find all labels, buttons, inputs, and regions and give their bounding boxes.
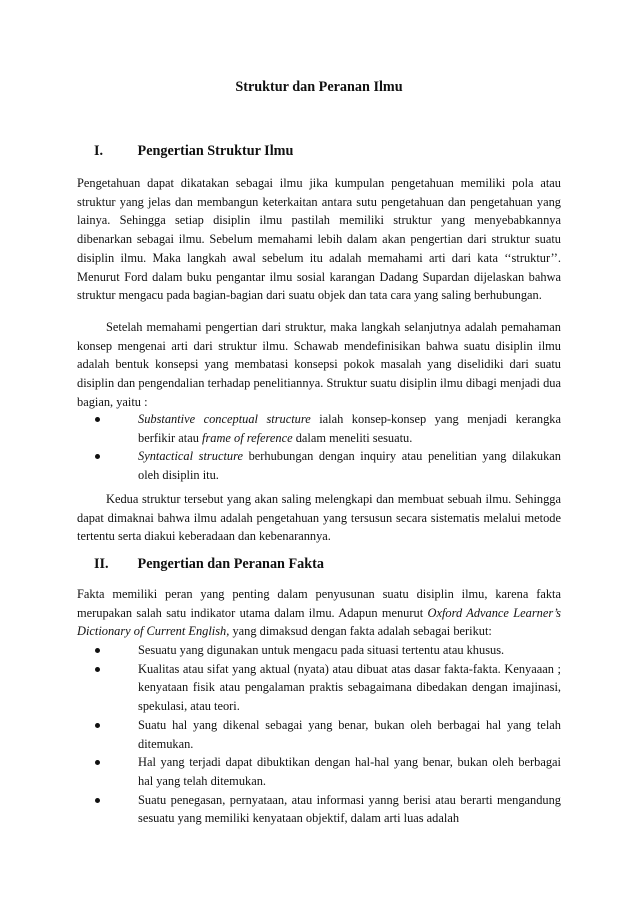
- list-item: [95, 410, 561, 447]
- section-2-heading: [94, 553, 324, 575]
- bullet-text: Suatu penegasan, pernyataan, atau informasi yanng berisi atau berarti mengandung sesuatu yang memiliki kenyataan objektif, dalam arti luas adalah: [138, 792, 561, 826]
- bullet-text: dalam meneliti sesuatu.: [292, 430, 413, 445]
- dictionary-title: Oxford Advance Learner’s Dictionary of Current English,: [77, 605, 561, 639]
- list-item: [95, 753, 561, 790]
- section-2-title: Pengertian dan Peranan Fakta: [137, 556, 324, 572]
- bullet-icon: [95, 723, 100, 728]
- bullet-text: Sesuatu yang digunakan untuk mengacu pada situasi tertentu atau khusus.: [138, 643, 505, 657]
- term-substantive: Substantive conceptual structure: [138, 412, 311, 426]
- section-2-paragraph-1: [77, 585, 561, 641]
- bullet-text: ialah konsep-konsep yang menjadi kerangka berfikir atau: [138, 412, 561, 445]
- bullet-text: berhubungan dengan inquiry atau penelitian yang dilakukan oleh disiplin itu.: [138, 449, 561, 483]
- section-2-number: II.: [94, 556, 109, 572]
- bullet-icon: [95, 798, 100, 803]
- bullet-text: Suatu hal yang dikenal sebagai yang benar, bukan oleh berbagai hal yang telah ditemukan.: [138, 717, 561, 751]
- bullet-icon: [95, 417, 100, 422]
- bullet-icon: [95, 648, 100, 653]
- bullet-icon: [95, 760, 100, 765]
- document-title: Struktur dan Peranan Ilmu: [235, 79, 403, 95]
- section-1-paragraph-1: Pengetahuan dapat dikatakan sebagai ilmu jika kumpulan pengetahuan memiliki pola atau struktur yang jelas dan membangun keterkaitan antara sutu pengetahuan dan pengetahuan yang lainya. Sehingga setiap disiplin ilmu pastilah memiliki struktur yang menyebabkannya dibenarkan sebagai ilmu. Sebelum memahami lebih dalam akan pengertian dari struktur suatu disiplin ilmu. Maka langkah awal sebelum itu adalah memahami arti dari kata ‘‘struktur’’. Menurut Ford dalam buku pengantar ilmu sosial karangan Dadang Supardan dijelaskan bahwa struktur mengacu pada bagian-bagian dari suatu objek dan tata cara yang saling berhubungan.: [77, 176, 561, 303]
- fact-bullet-list: [95, 641, 561, 828]
- term-frame-of-reference: frame of reference: [202, 430, 293, 445]
- paragraph-text: yang dimaksud dengan fakta adalah sebagai berikut:: [229, 624, 492, 639]
- section-1-title: Pengertian Struktur Ilmu: [137, 143, 294, 159]
- bullet-text: Kualitas atau sifat yang aktual (nyata) atau dibuat atas dasar fakta-fakta. Kenyaaan ; kenyataan fisik atau pengalaman praktis sebagaimana dibedakan dengan imajinasi, spekulasi, atau teori.: [138, 661, 561, 714]
- list-item: [95, 641, 561, 660]
- list-item: [95, 716, 561, 753]
- term-syntactical: Syntactical structure: [138, 449, 243, 464]
- bullet-text: Hal yang terjadi dapat dibuktikan dengan hal-hal yang benar, bukan oleh berbagai hal yang telah ditemukan.: [138, 755, 561, 788]
- paragraph-text: Fakta memiliki peran yang penting dalam penyusunan suatu disiplin ilmu, karena fakta merupakan salah satu indikator utama dalam ilmu. Adapun menurut: [77, 587, 561, 620]
- section-1-paragraph-3: Kedua struktur tersebut yang akan saling melengkapi dan membuat sebuah ilmu. Sehingga dapat dimaknai bahwa ilmu adalah pengetahuan yang tersusun secara sistematis melalui metode tertentu serta diakui keberadaan dan kebenarannya.: [77, 492, 561, 544]
- bullet-icon: [95, 667, 100, 672]
- section-1-number: I.: [94, 143, 104, 159]
- section-1-heading: [94, 140, 293, 162]
- list-item: [95, 791, 561, 828]
- section-1-paragraph-2: Setelah memahami pengertian dari struktur, maka langkah selanjutnya adalah pemahaman konsep mengenai arti dari struktur ilmu. Schawab mendefinisikan bahwa suatu disiplin ilmu adalah bentuk konsepsi yang membatasi konsepsi pokok masalah yang diselidiki dari suatu disiplin dan pengendalian terhadap penelitiannya. Struktur suatu disiplin ilmu dibagi menjadi dua bagian, yaitu :: [77, 320, 561, 409]
- list-item: [95, 447, 561, 484]
- list-item: [95, 660, 561, 716]
- bullet-icon: [95, 454, 100, 459]
- structure-bullet-list: [95, 410, 561, 485]
